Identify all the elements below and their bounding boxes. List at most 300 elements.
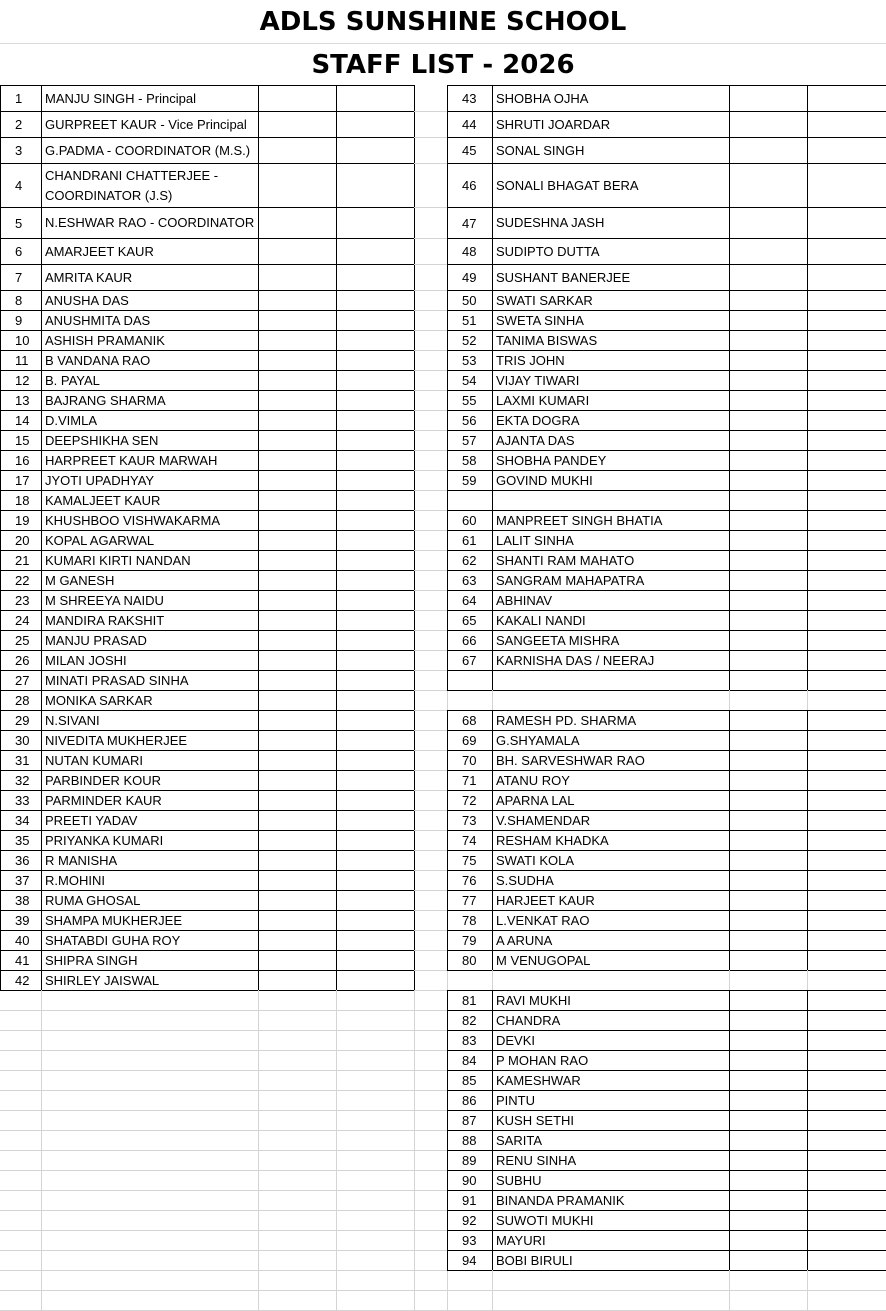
left-blank-cell-1 (258, 1290, 337, 1311)
right-blank-cell-1 (729, 1110, 808, 1131)
left-blank-cell-1 (258, 111, 337, 138)
left-serial-cell: 22 (0, 570, 42, 591)
spacer-cell (414, 770, 448, 791)
left-name-cell (41, 1010, 259, 1031)
left-name-cell (41, 1170, 259, 1191)
right-blank-cell-2 (807, 137, 886, 164)
right-blank-cell-1 (729, 550, 808, 571)
right-blank-cell-2 (807, 850, 886, 871)
spacer-cell (414, 1270, 448, 1291)
right-blank-cell-2 (807, 510, 886, 531)
spacer-cell (414, 85, 448, 112)
left-blank-cell-1 (258, 1190, 337, 1211)
left-serial-cell: 14 (0, 410, 42, 431)
left-blank-cell-2 (336, 830, 415, 851)
left-blank-cell-1 (258, 530, 337, 551)
right-blank-cell-2 (807, 590, 886, 611)
left-serial-cell: 1 (0, 85, 42, 112)
right-blank-cell-2 (807, 870, 886, 891)
right-name-cell (492, 490, 730, 511)
left-blank-cell-2 (336, 1250, 415, 1271)
spacer-cell (414, 570, 448, 591)
right-blank-cell-2 (807, 1210, 886, 1231)
right-blank-cell-2 (807, 670, 886, 691)
right-blank-cell-1 (729, 1290, 808, 1311)
right-blank-cell-1 (729, 450, 808, 471)
left-blank-cell-1 (258, 510, 337, 531)
left-blank-cell-1 (258, 264, 337, 291)
left-blank-cell-2 (336, 1150, 415, 1171)
list-title: STAFF LIST - 2026 (311, 50, 575, 80)
right-serial-cell: 51 (447, 310, 493, 331)
left-serial-cell (0, 1170, 42, 1191)
left-serial-cell (0, 1090, 42, 1111)
right-name-cell: KUSH SETHI (492, 1110, 730, 1131)
left-blank-cell-2 (336, 450, 415, 471)
left-blank-cell-2 (336, 111, 415, 138)
left-serial-cell (0, 1130, 42, 1151)
right-serial-cell: 60 (447, 510, 493, 531)
right-name-cell: SWETA SINHA (492, 310, 730, 331)
left-blank-cell-1 (258, 1250, 337, 1271)
right-blank-cell-2 (807, 770, 886, 791)
right-blank-cell-2 (807, 490, 886, 511)
right-blank-cell-2 (807, 1230, 886, 1251)
right-name-cell: DEVKI (492, 1030, 730, 1051)
right-serial-cell: 81 (447, 990, 493, 1011)
spacer-cell (414, 670, 448, 691)
right-blank-cell-2 (807, 990, 886, 1011)
right-blank-cell-2 (807, 1190, 886, 1211)
left-name-cell: ANUSHMITA DAS (41, 310, 259, 331)
left-blank-cell-1 (258, 730, 337, 751)
spacer-cell (414, 1010, 448, 1031)
right-serial-cell: 70 (447, 750, 493, 771)
right-blank-cell-1 (729, 970, 808, 991)
right-serial-cell: 76 (447, 870, 493, 891)
right-name-cell: MANPREET SINGH BHATIA (492, 510, 730, 531)
left-blank-cell-1 (258, 630, 337, 651)
left-blank-cell-2 (336, 970, 415, 991)
right-blank-cell-1 (729, 1270, 808, 1291)
right-blank-cell-1 (729, 530, 808, 551)
left-name-cell (41, 1090, 259, 1111)
left-serial-cell: 25 (0, 630, 42, 651)
right-name-cell: KARNISHA DAS / NEERAJ (492, 650, 730, 671)
right-serial-cell: 52 (447, 330, 493, 351)
left-blank-cell-1 (258, 1150, 337, 1171)
left-blank-cell-2 (336, 370, 415, 391)
right-serial-cell: 48 (447, 238, 493, 265)
spacer-cell (414, 790, 448, 811)
right-blank-cell-2 (807, 530, 886, 551)
right-name-cell (492, 670, 730, 691)
spacer-cell (414, 1030, 448, 1051)
spacer-cell (414, 390, 448, 411)
left-serial-cell (0, 1290, 42, 1311)
left-serial-cell: 24 (0, 610, 42, 631)
left-blank-cell-2 (336, 330, 415, 351)
right-blank-cell-2 (807, 470, 886, 491)
right-name-cell: A ARUNA (492, 930, 730, 951)
left-serial-cell (0, 1070, 42, 1091)
left-name-cell: MONIKA SARKAR (41, 690, 259, 711)
left-blank-cell-1 (258, 238, 337, 265)
left-serial-cell: 29 (0, 710, 42, 731)
right-name-cell: BOBI BIRULI (492, 1250, 730, 1271)
right-serial-cell: 82 (447, 1010, 493, 1031)
left-serial-cell: 37 (0, 870, 42, 891)
left-name-cell (41, 1230, 259, 1251)
right-blank-cell-2 (807, 207, 886, 239)
spacer-cell (414, 510, 448, 531)
left-blank-cell-2 (336, 650, 415, 671)
spacer-cell (414, 370, 448, 391)
left-name-cell: MILAN JOSHI (41, 650, 259, 671)
right-blank-cell-1 (729, 990, 808, 1011)
right-name-cell: LALIT SINHA (492, 530, 730, 551)
left-name-cell: GURPREET KAUR - Vice Principal (41, 111, 259, 138)
left-serial-cell: 36 (0, 850, 42, 871)
left-blank-cell-1 (258, 85, 337, 112)
right-name-cell: MAYURI (492, 1230, 730, 1251)
spacer-cell (414, 450, 448, 471)
left-blank-cell-2 (336, 264, 415, 291)
spacer-cell (414, 264, 448, 291)
right-name-cell: SWATI KOLA (492, 850, 730, 871)
right-serial-cell: 79 (447, 930, 493, 951)
right-blank-cell-2 (807, 1050, 886, 1071)
right-serial-cell: 89 (447, 1150, 493, 1171)
left-blank-cell-1 (258, 1110, 337, 1131)
left-blank-cell-1 (258, 330, 337, 351)
right-name-cell: GOVIND MUKHI (492, 470, 730, 491)
right-blank-cell-1 (729, 111, 808, 138)
right-blank-cell-1 (729, 950, 808, 971)
left-serial-cell: 32 (0, 770, 42, 791)
right-blank-cell-1 (729, 490, 808, 511)
spacer-cell (414, 163, 448, 208)
left-serial-cell: 11 (0, 350, 42, 371)
right-blank-cell-1 (729, 510, 808, 531)
right-name-cell: SHRUTI JOARDAR (492, 111, 730, 138)
left-blank-cell-1 (258, 1170, 337, 1191)
right-blank-cell-1 (729, 330, 808, 351)
left-name-cell: PREETI YADAV (41, 810, 259, 831)
left-blank-cell-2 (336, 950, 415, 971)
right-serial-cell: 57 (447, 430, 493, 451)
right-blank-cell-1 (729, 710, 808, 731)
left-blank-cell-2 (336, 310, 415, 331)
left-serial-cell: 23 (0, 590, 42, 611)
right-blank-cell-2 (807, 610, 886, 631)
left-blank-cell-1 (258, 163, 337, 208)
right-serial-cell: 78 (447, 910, 493, 931)
left-name-cell: CHANDRANI CHATTERJEE - COORDINATOR (J.S) (41, 163, 259, 208)
right-blank-cell-1 (729, 85, 808, 112)
right-blank-cell-1 (729, 1230, 808, 1251)
left-blank-cell-2 (336, 470, 415, 491)
left-blank-cell-1 (258, 1010, 337, 1031)
left-serial-cell (0, 1190, 42, 1211)
right-blank-cell-1 (729, 890, 808, 911)
left-name-cell: SHIRLEY JAISWAL (41, 970, 259, 991)
right-name-cell: SUWOTI MUKHI (492, 1210, 730, 1231)
right-blank-cell-1 (729, 1150, 808, 1171)
left-blank-cell-2 (336, 670, 415, 691)
left-blank-cell-1 (258, 930, 337, 951)
right-serial-cell: 68 (447, 710, 493, 731)
right-blank-cell-2 (807, 350, 886, 371)
left-blank-cell-1 (258, 350, 337, 371)
left-name-cell: SHIPRA SINGH (41, 950, 259, 971)
right-blank-cell-2 (807, 370, 886, 391)
left-blank-cell-1 (258, 590, 337, 611)
right-blank-cell-2 (807, 1290, 886, 1311)
left-serial-cell (0, 1210, 42, 1231)
left-name-cell (41, 1050, 259, 1071)
right-serial-cell: 69 (447, 730, 493, 751)
left-serial-cell: 31 (0, 750, 42, 771)
left-blank-cell-1 (258, 390, 337, 411)
left-blank-cell-1 (258, 550, 337, 571)
left-serial-cell: 35 (0, 830, 42, 851)
right-name-cell: SWATI SARKAR (492, 290, 730, 311)
left-blank-cell-1 (258, 810, 337, 831)
right-blank-cell-1 (729, 870, 808, 891)
spacer-cell (414, 1150, 448, 1171)
spacer-cell (414, 111, 448, 138)
left-blank-cell-2 (336, 1130, 415, 1151)
right-blank-cell-2 (807, 550, 886, 571)
left-blank-cell-2 (336, 1090, 415, 1111)
right-blank-cell-1 (729, 730, 808, 751)
left-blank-cell-1 (258, 750, 337, 771)
left-name-cell: JYOTI UPADHYAY (41, 470, 259, 491)
right-serial-cell (447, 970, 493, 991)
right-blank-cell-1 (729, 690, 808, 711)
right-blank-cell-2 (807, 570, 886, 591)
right-serial-cell: 71 (447, 770, 493, 791)
spacer-cell (414, 730, 448, 751)
right-serial-cell: 83 (447, 1030, 493, 1051)
right-blank-cell-1 (729, 350, 808, 371)
left-name-cell (41, 1270, 259, 1291)
left-serial-cell (0, 1050, 42, 1071)
left-blank-cell-1 (258, 970, 337, 991)
right-serial-cell: 50 (447, 290, 493, 311)
left-blank-cell-2 (336, 1170, 415, 1191)
right-blank-cell-1 (729, 430, 808, 451)
right-blank-cell-2 (807, 163, 886, 208)
left-name-cell: PRIYANKA KUMARI (41, 830, 259, 851)
right-blank-cell-2 (807, 910, 886, 931)
left-blank-cell-1 (258, 450, 337, 471)
right-serial-cell (447, 690, 493, 711)
right-name-cell: VIJAY TIWARI (492, 370, 730, 391)
left-blank-cell-1 (258, 370, 337, 391)
spacer-cell (414, 1170, 448, 1191)
left-serial-cell: 3 (0, 137, 42, 164)
right-serial-cell: 65 (447, 610, 493, 631)
right-serial-cell: 44 (447, 111, 493, 138)
left-blank-cell-1 (258, 1230, 337, 1251)
right-blank-cell-2 (807, 310, 886, 331)
left-blank-cell-2 (336, 430, 415, 451)
right-blank-cell-2 (807, 430, 886, 451)
left-blank-cell-1 (258, 1070, 337, 1091)
right-name-cell (492, 690, 730, 711)
right-blank-cell-1 (729, 570, 808, 591)
right-serial-cell: 67 (447, 650, 493, 671)
left-serial-cell: 38 (0, 890, 42, 911)
right-name-cell: SONALI BHAGAT BERA (492, 163, 730, 208)
left-name-cell: PARBINDER KOUR (41, 770, 259, 791)
right-blank-cell-2 (807, 710, 886, 731)
right-blank-cell-1 (729, 137, 808, 164)
right-name-cell: CHANDRA (492, 1010, 730, 1031)
left-blank-cell-2 (336, 810, 415, 831)
right-name-cell: KAMESHWAR (492, 1070, 730, 1091)
right-blank-cell-1 (729, 207, 808, 239)
left-serial-cell: 20 (0, 530, 42, 551)
right-blank-cell-1 (729, 810, 808, 831)
right-serial-cell: 77 (447, 890, 493, 911)
right-blank-cell-2 (807, 730, 886, 751)
spacer-cell (414, 470, 448, 491)
right-blank-cell-1 (729, 1170, 808, 1191)
right-blank-cell-1 (729, 590, 808, 611)
right-serial-cell: 45 (447, 137, 493, 164)
right-serial-cell: 74 (447, 830, 493, 851)
right-serial-cell (447, 670, 493, 691)
right-name-cell: SARITA (492, 1130, 730, 1151)
left-blank-cell-2 (336, 85, 415, 112)
spacer-cell (414, 490, 448, 511)
left-blank-cell-1 (258, 830, 337, 851)
left-serial-cell: 8 (0, 290, 42, 311)
spacer-cell (414, 238, 448, 265)
left-blank-cell-1 (258, 207, 337, 239)
left-name-cell: R.MOHINI (41, 870, 259, 891)
spacer-cell (414, 890, 448, 911)
left-blank-cell-2 (336, 137, 415, 164)
spacer-cell (414, 330, 448, 351)
left-serial-cell: 7 (0, 264, 42, 291)
left-serial-cell: 4 (0, 163, 42, 208)
spacer-cell (414, 1090, 448, 1111)
right-serial-cell: 63 (447, 570, 493, 591)
right-serial-cell: 90 (447, 1170, 493, 1191)
left-blank-cell-1 (258, 610, 337, 631)
left-blank-cell-1 (258, 1210, 337, 1231)
left-serial-cell: 19 (0, 510, 42, 531)
right-serial-cell: 49 (447, 264, 493, 291)
right-blank-cell-2 (807, 111, 886, 138)
left-name-cell: KHUSHBOO VISHWAKARMA (41, 510, 259, 531)
spacer-cell (414, 1290, 448, 1311)
left-blank-cell-1 (258, 490, 337, 511)
left-blank-cell-1 (258, 990, 337, 1011)
right-serial-cell: 54 (447, 370, 493, 391)
spacer-cell (414, 290, 448, 311)
left-blank-cell-1 (258, 890, 337, 911)
left-blank-cell-2 (336, 207, 415, 239)
left-blank-cell-2 (336, 730, 415, 751)
left-blank-cell-2 (336, 850, 415, 871)
left-blank-cell-2 (336, 1190, 415, 1211)
right-serial-cell: 91 (447, 1190, 493, 1211)
right-blank-cell-1 (729, 1210, 808, 1231)
right-name-cell: TRIS JOHN (492, 350, 730, 371)
left-blank-cell-2 (336, 1110, 415, 1131)
spacer-cell (414, 1210, 448, 1231)
left-blank-cell-1 (258, 1030, 337, 1051)
right-blank-cell-2 (807, 930, 886, 951)
left-blank-cell-2 (336, 910, 415, 931)
left-name-cell (41, 1290, 259, 1311)
right-blank-cell-2 (807, 970, 886, 991)
spacer-cell (414, 1130, 448, 1151)
right-blank-cell-1 (729, 650, 808, 671)
left-blank-cell-2 (336, 1290, 415, 1311)
left-serial-cell: 42 (0, 970, 42, 991)
spacer-cell (414, 710, 448, 731)
right-name-cell: SONAL SINGH (492, 137, 730, 164)
right-serial-cell: 93 (447, 1230, 493, 1251)
right-serial-cell: 86 (447, 1090, 493, 1111)
left-serial-cell: 21 (0, 550, 42, 571)
right-name-cell: LAXMI KUMARI (492, 390, 730, 411)
left-serial-cell (0, 1010, 42, 1031)
right-name-cell: PINTU (492, 1090, 730, 1111)
right-blank-cell-2 (807, 1030, 886, 1051)
left-blank-cell-1 (258, 430, 337, 451)
spacer-cell (414, 610, 448, 631)
right-blank-cell-1 (729, 830, 808, 851)
left-blank-cell-2 (336, 750, 415, 771)
left-blank-cell-2 (336, 510, 415, 531)
left-blank-cell-2 (336, 690, 415, 711)
left-blank-cell-2 (336, 990, 415, 1011)
spacer-cell (414, 530, 448, 551)
left-name-cell (41, 1250, 259, 1271)
right-name-cell: L.VENKAT RAO (492, 910, 730, 931)
left-blank-cell-2 (336, 790, 415, 811)
right-blank-cell-2 (807, 890, 886, 911)
left-blank-cell-2 (336, 290, 415, 311)
left-serial-cell (0, 1030, 42, 1051)
right-blank-cell-1 (729, 1070, 808, 1091)
right-name-cell: HARJEET KAUR (492, 890, 730, 911)
right-blank-cell-2 (807, 690, 886, 711)
spacer-cell (414, 650, 448, 671)
right-blank-cell-1 (729, 163, 808, 208)
left-blank-cell-2 (336, 890, 415, 911)
right-name-cell: SUDIPTO DUTTA (492, 238, 730, 265)
right-blank-cell-1 (729, 790, 808, 811)
right-name-cell: RAVI MUKHI (492, 990, 730, 1011)
left-serial-cell: 15 (0, 430, 42, 451)
left-serial-cell: 10 (0, 330, 42, 351)
right-name-cell (492, 1290, 730, 1311)
left-name-cell: NIVEDITA MUKHERJEE (41, 730, 259, 751)
spacer-cell (414, 1250, 448, 1271)
left-name-cell: KOPAL AGARWAL (41, 530, 259, 551)
left-name-cell: KUMARI KIRTI NANDAN (41, 550, 259, 571)
right-name-cell: AJANTA DAS (492, 430, 730, 451)
left-name-cell (41, 1110, 259, 1131)
